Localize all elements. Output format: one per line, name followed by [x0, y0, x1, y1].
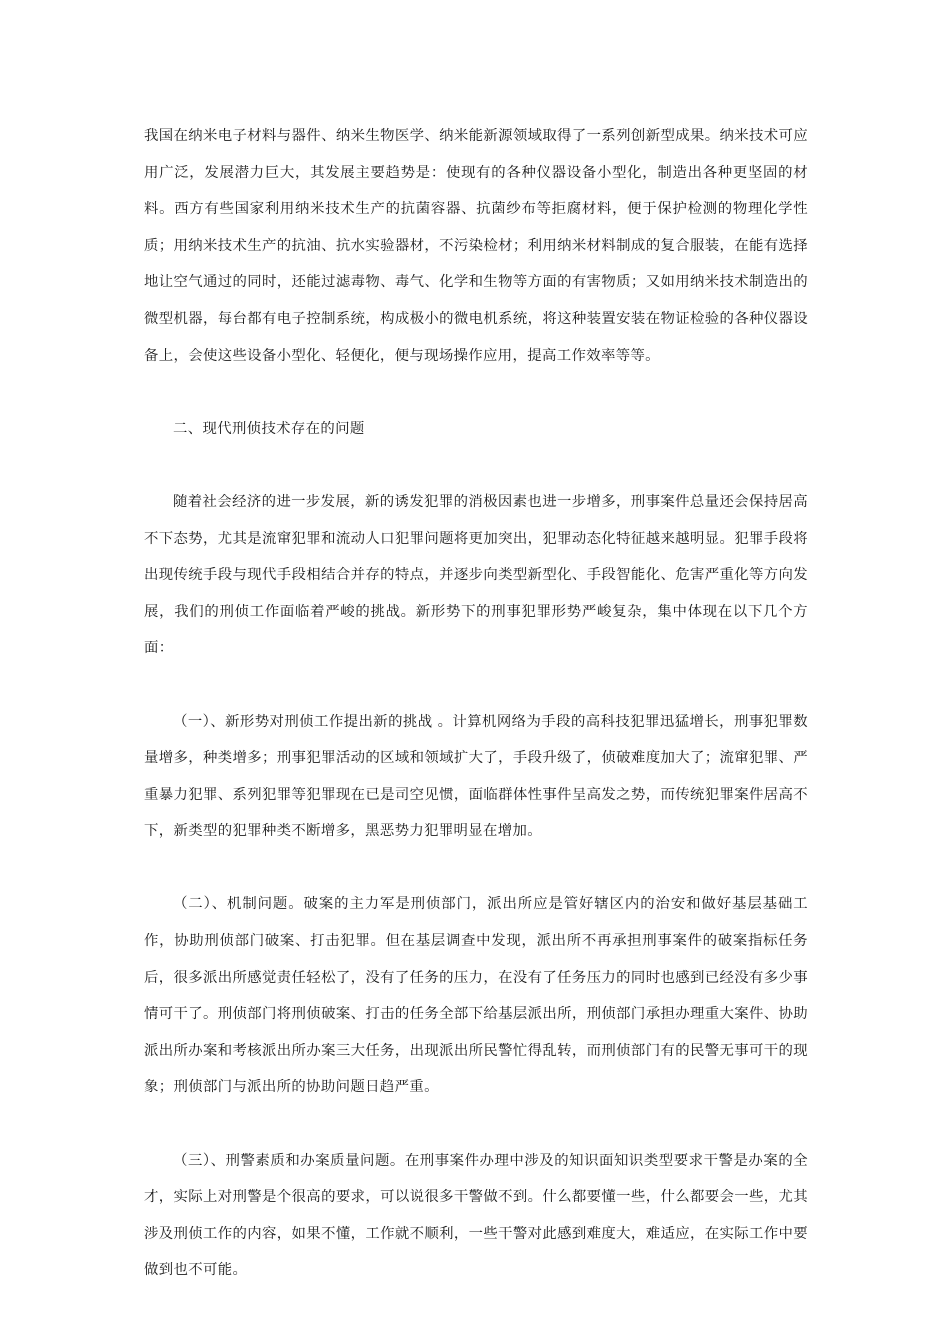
- paragraph-spacer: [144, 1106, 808, 1143]
- document-body: [144, 118, 808, 1289]
- paragraph-spacer: [144, 374, 808, 411]
- paragraph-point-two: （二）、机制问题。破案的主力军是刑侦部门，派出所应是管好辖区内的治安和做好基层基础工作，协助刑侦部门破案、打击犯罪。但在基层调查中发现，派出所不再承担刑事案件的破案指标任务后，很多派出所感觉责任轻松了，没有了任务的压力，在没有了任务压力的同时也感到已经没有多少事情可干了。刑侦部门将刑侦破案、打击的任务全部下给基层派出所，刑侦部门承担办理重大案件、协助派出所办案和考核派出所办案三大任务，出现派出所民警忙得乱转，而刑侦部门有的民警无事可干的现象；刑侦部门与派出所的协助问题日趋严重。: [144, 896, 808, 1096]
- paragraph-spacer: [144, 850, 808, 887]
- paragraph-point-one: （一）、新形势对刑侦工作提出新的挑战 。计算机网络为手段的高科技犯罪迅猛增长，刑事犯罪数量增多，种类增多；刑事犯罪活动的区域和领域扩大了，手段升级了，侦破难度加大了；流窜犯罪、严重暴力犯罪、系列犯罪等犯罪现在已是司空见惯，面临群体性事件呈高发之势，而传统犯罪案件居高不下，新类型的犯罪种类不断增多，黑恶势力犯罪明显在增加。: [144, 713, 808, 840]
- paragraph-crime-situation: 随着社会经济的进一步发展，新的诱发犯罪的消极因素也进一步增多，刑事案件总量还会保持居高不下态势，尤其是流窜犯罪和流动人口犯罪问题将更加突出，犯罪动态化特征越来越明显。犯罪手段将出现传统手段与现代手段相结合并存的特点，并逐步向类型新型化、手段智能化、危害严重化等方向发展，我们的刑侦工作面临着严峻的挑战。新形势下的刑事犯罪形势严峻复杂，集中体现在以下几个方面：: [144, 493, 808, 657]
- paragraph-spacer: [144, 667, 808, 704]
- paragraph-spacer: [144, 447, 808, 484]
- section-heading-problems: 二、现代刑侦技术存在的问题: [173, 420, 365, 437]
- paragraph-point-three: （三）、刑警素质和办案质量问题。在刑事案件办理中涉及的知识面知识类型要求干警是办案的全才，实际上对刑警是个很高的要求，可以说很多干警做不到。什么都要懂一些，什么都要会一些，尤其涉及刑侦工作的内容，如果不懂，工作就不顺利，一些干警对此感到难度大，难适应，在实际工作中要做到也不可能。: [144, 1152, 808, 1279]
- paragraph-nanotech-applications: 我国在纳米电子材料与器件、纳米生物医学、纳米能新源领域取得了一系列创新型成果。纳米技术可应用广泛，发展潜力巨大，其发展主要趋势是：使现有的各种仪器设备小型化，制造出各种更坚固的材料。西方有些国家利用纳米技术生产的抗菌容器、抗菌纱布等拒腐材料，便于保护检测的物理化学性质；用纳米技术生产的抗油、抗水实验器材，不污染检材；利用纳米材料制成的复合服装，在能有选择地让空气通过的同时，还能过滤毒物、毒气、化学和生物等方面的有害物质；又如用纳米技术制造出的微型机器，每台都有电子控制系统，构成极小的微电机系统，将这种装置安装在物证检验的各种仪器设备上，会使这些设备小型化、轻便化，便与现场操作应用，提高工作效率等等。: [144, 128, 808, 364]
